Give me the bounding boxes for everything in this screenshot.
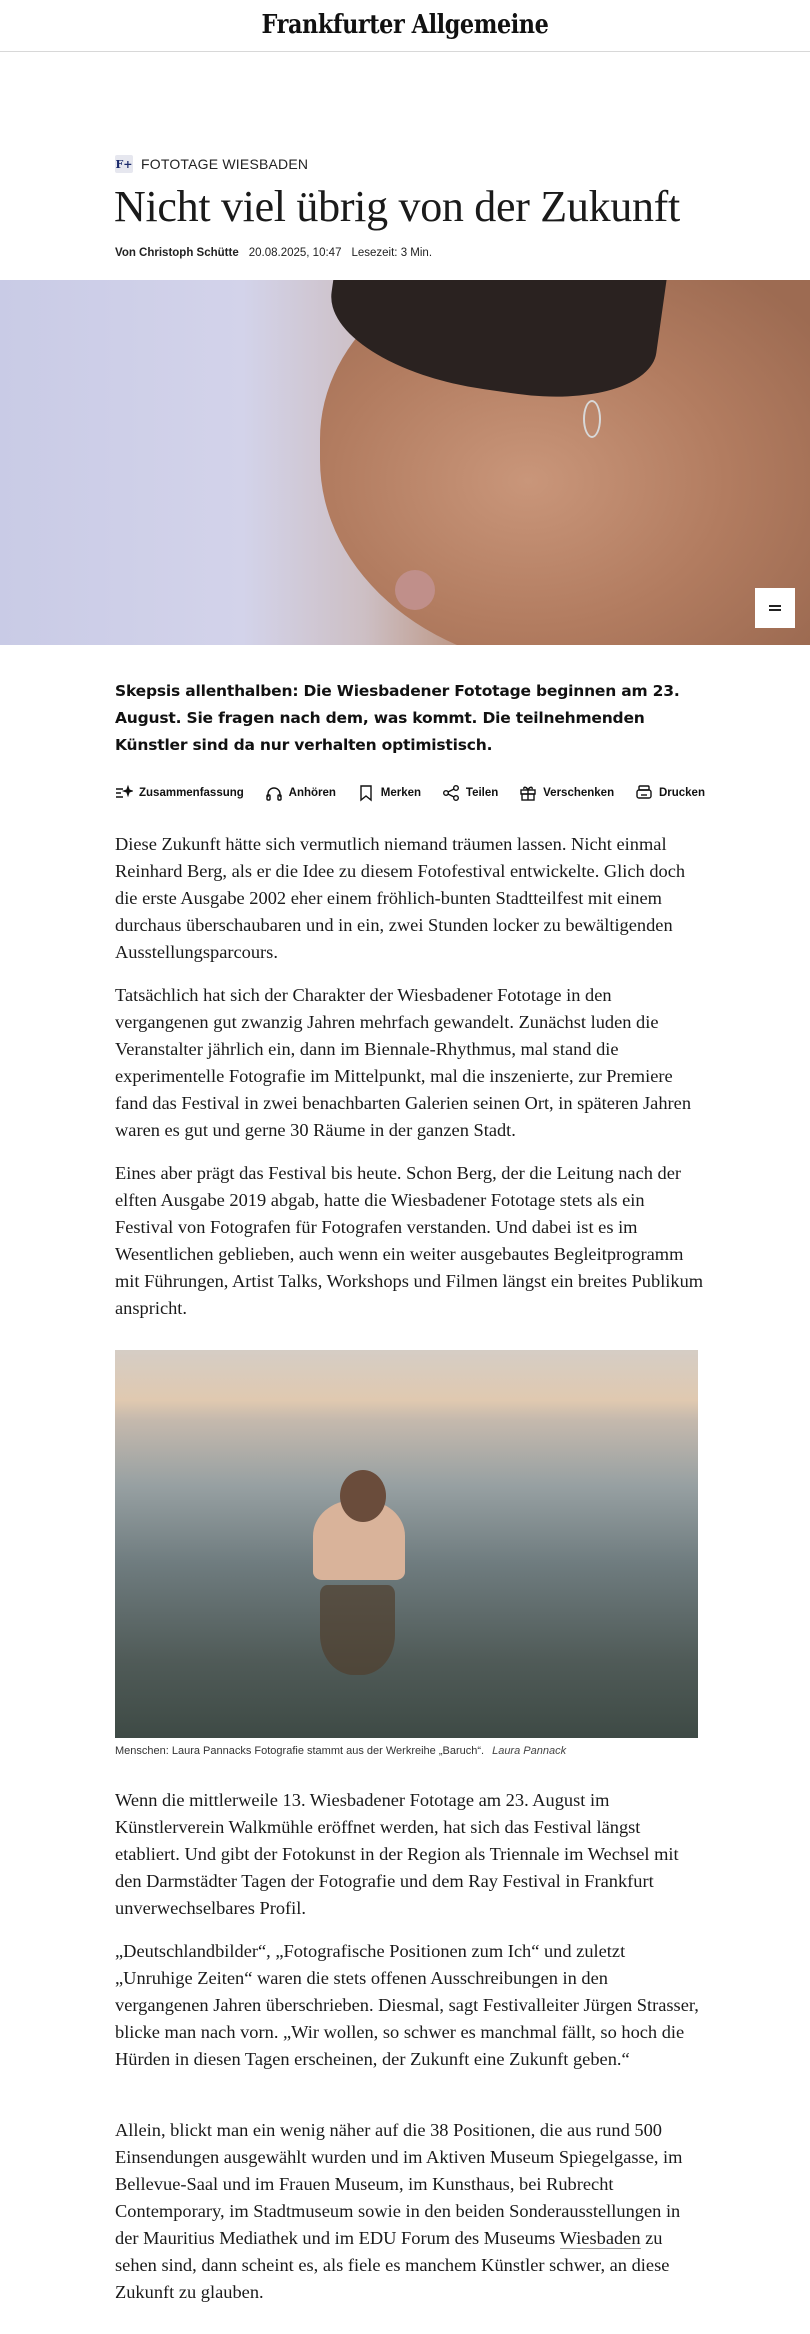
- menu-icon: [769, 605, 781, 607]
- printer-icon: [635, 784, 653, 802]
- gift-button[interactable]: Verschenken: [519, 784, 614, 802]
- bookmark-icon: [357, 784, 375, 802]
- article-meta: [115, 247, 432, 259]
- image-info-button[interactable]: [755, 588, 795, 628]
- listen-button[interactable]: Anhören: [265, 784, 336, 802]
- sparkle-list-icon: [115, 784, 133, 802]
- wiesbaden-link[interactable]: Wiesbaden: [559, 2228, 641, 2248]
- hero-image: [0, 280, 810, 645]
- article-kicker: [115, 155, 308, 173]
- caption-text: Menschen: Laura Pannacks Fotografie stammt aus der Werkreihe „Baruch“.: [115, 1745, 485, 1757]
- body-paragraph: „Deutschlandbilder“, „Fotografische Positionen zum Ich“ und zuletzt „Unruhige Zeiten“ waren die stets offenen Ausschreibungen in den vergangenen Jahren überschrieben. Diesmal, sagt Festivalleiter Jürgen Strasser, blicke man nach vorn. „Wir wollen, so schwer es manchmal fällt, so hoch die Hürden in diesen Tagen erscheinen, der Zukunft eine Zukunft geben.“: [115, 1941, 699, 2069]
- publish-date: 20.08.2025, 10:47: [248, 247, 342, 259]
- print-button[interactable]: Drucken: [635, 784, 705, 802]
- kicker-text: FOTOTAGE WIESBADEN: [141, 156, 309, 172]
- summary-button[interactable]: Zusammenfassung: [115, 784, 244, 802]
- share-button[interactable]: Teilen: [442, 784, 498, 802]
- reading-time: Lesezeit: 3 Min.: [351, 247, 433, 259]
- article-actions: [115, 784, 705, 802]
- article-teaser: Skepsis allenthalben: Die Wiesbadener Fototage beginnen am 23. August. Sie fragen nach dem, was kommt. Die teilnehmenden Künstler sind da nur verhalten optimistisch.: [115, 682, 680, 754]
- article-image[interactable]: [115, 1350, 698, 1738]
- author-link[interactable]: Von Christoph Schütte: [115, 247, 239, 259]
- fplus-badge-icon: F+: [115, 155, 133, 173]
- share-icon: [442, 784, 460, 802]
- bookmark-button[interactable]: Merken: [357, 784, 421, 802]
- body-paragraph: Tatsächlich hat sich der Charakter der Wiesbadener Fototage in den vergangenen gut zwanzig Jahren mehrfach gewandelt. Zunächst luden die Veranstalter jährlich ein, dann im Biennale-Rhythmus, mal stand die experimentelle Fotografie im Mittelpunkt, mal die inszenierte, zur Premiere fand das Festival in zwei benachbarten Galerien seinen Ort, in späteren Jahren waren es gut und gerne 30 Räume in der ganzen Stadt.: [115, 985, 692, 1140]
- headphones-icon: [265, 784, 283, 802]
- gift-icon: [519, 784, 537, 802]
- image-credit: Laura Pannack: [492, 1745, 567, 1757]
- body-paragraph: Diese Zukunft hätte sich vermutlich niemand träumen lassen. Nicht einmal Reinhard Berg, als er die Idee zu diesem Fotofestival entwickelte. Glich doch die erste Ausgabe 2002 eher einem fröhlich-bunten Stadtteilfest mit einem durchaus überschaubaren und in ein, zwei Stunden locker zu bewältigenden Ausstellungsparcours.: [115, 834, 686, 962]
- body-paragraph: Wenn die mittlerweile 13. Wiesbadener Fototage am 23. August im Künstlerverein Walkmühle eröffnet werden, hat sich das Festival längst etabliert. Und gibt der Fotokunst in der Region als Triennale im Wechsel mit den Darmstädter Tagen der Fotografie und dem Ray Festival in Frankfurt unverwechselbares Profil.: [115, 1790, 679, 1918]
- site-header: [0, 0, 810, 52]
- body-paragraph: Allein, blickt man ein wenig näher auf die 38 Positionen, die aus rund 500 Einsendungen ausgewählt wurden und im Aktiven Museum Spiegelgasse, im Bellevue-Saal und im Frauen Museum, im Kunsthaus, bei Rubrecht Contemporary, im Stadtmuseum sowie in den beiden Sonderausstellungen in der Mauritius Mediathek und im EDU Forum des Museums Wiesbaden zu sehen sind, dann scheint es, als fiele es manchem Künstler schwer, an diese Zukunft zu glauben.: [115, 2120, 683, 2302]
- image-caption: [115, 1745, 566, 1757]
- body-paragraph: Eines aber prägt das Festival bis heute. Schon Berg, der die Leitung nach der elften Ausgabe 2019 abgab, hatte die Wiesbadener Fototage stets als ein Festival von Fotografen für Fotografen verstanden. Und dabei ist es im Wesentlichen geblieben, auch wenn ein weiter ausgebautes Begleitprogramm mit Führungen, Artist Talks, Workshops und Filmen längst ein breites Publikum anspricht.: [115, 1163, 704, 1318]
- site-logo[interactable]: Frankfurter Allgemeine: [261, 10, 549, 40]
- article-headline: Nicht viel übrig von der Zukunft: [114, 182, 680, 231]
